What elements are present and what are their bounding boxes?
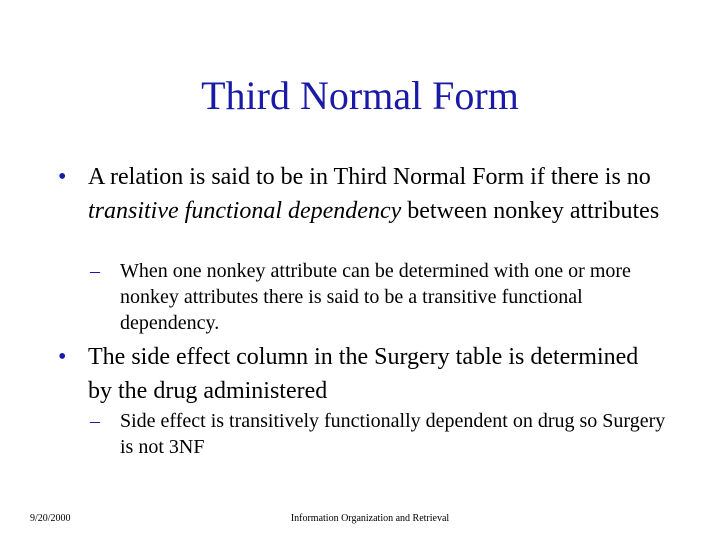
bullet-text-italic: transitive functional dependency bbox=[88, 198, 402, 224]
sub-bullet-item-2 bbox=[90, 408, 690, 460]
sub-bullet-text: Side effect is transitively functionally dependent on drug so Surgery is not 3NF bbox=[120, 410, 666, 458]
sub-bullet-marker: – bbox=[90, 260, 100, 282]
sub-bullet-text: When one nonkey attribute can be determined with one or more nonkey attributes there is said to be a transitive functional dependency. bbox=[120, 260, 631, 334]
bullet-marker: • bbox=[58, 164, 67, 190]
bullet-marker: • bbox=[58, 344, 67, 370]
bullet-item-1 bbox=[58, 160, 658, 262]
bullet-item-2 bbox=[58, 340, 658, 408]
footer-date: 9/20/2000 bbox=[30, 513, 71, 524]
bullet-text bbox=[88, 160, 668, 228]
bullet-text-part: between nonkey attributes bbox=[401, 198, 660, 224]
bullet-text: The side effect column in the Surgery table is determined by the drug administered bbox=[88, 344, 639, 404]
bullet-text-part: A relation is said to be in Third Normal Form if there is no bbox=[88, 164, 651, 190]
sub-bullet-marker: – bbox=[90, 410, 100, 432]
footer-course: Information Organization and Retrieval bbox=[290, 513, 450, 524]
sub-bullet-item-1 bbox=[90, 258, 690, 336]
slide-title: Third Normal Form bbox=[201, 73, 519, 118]
